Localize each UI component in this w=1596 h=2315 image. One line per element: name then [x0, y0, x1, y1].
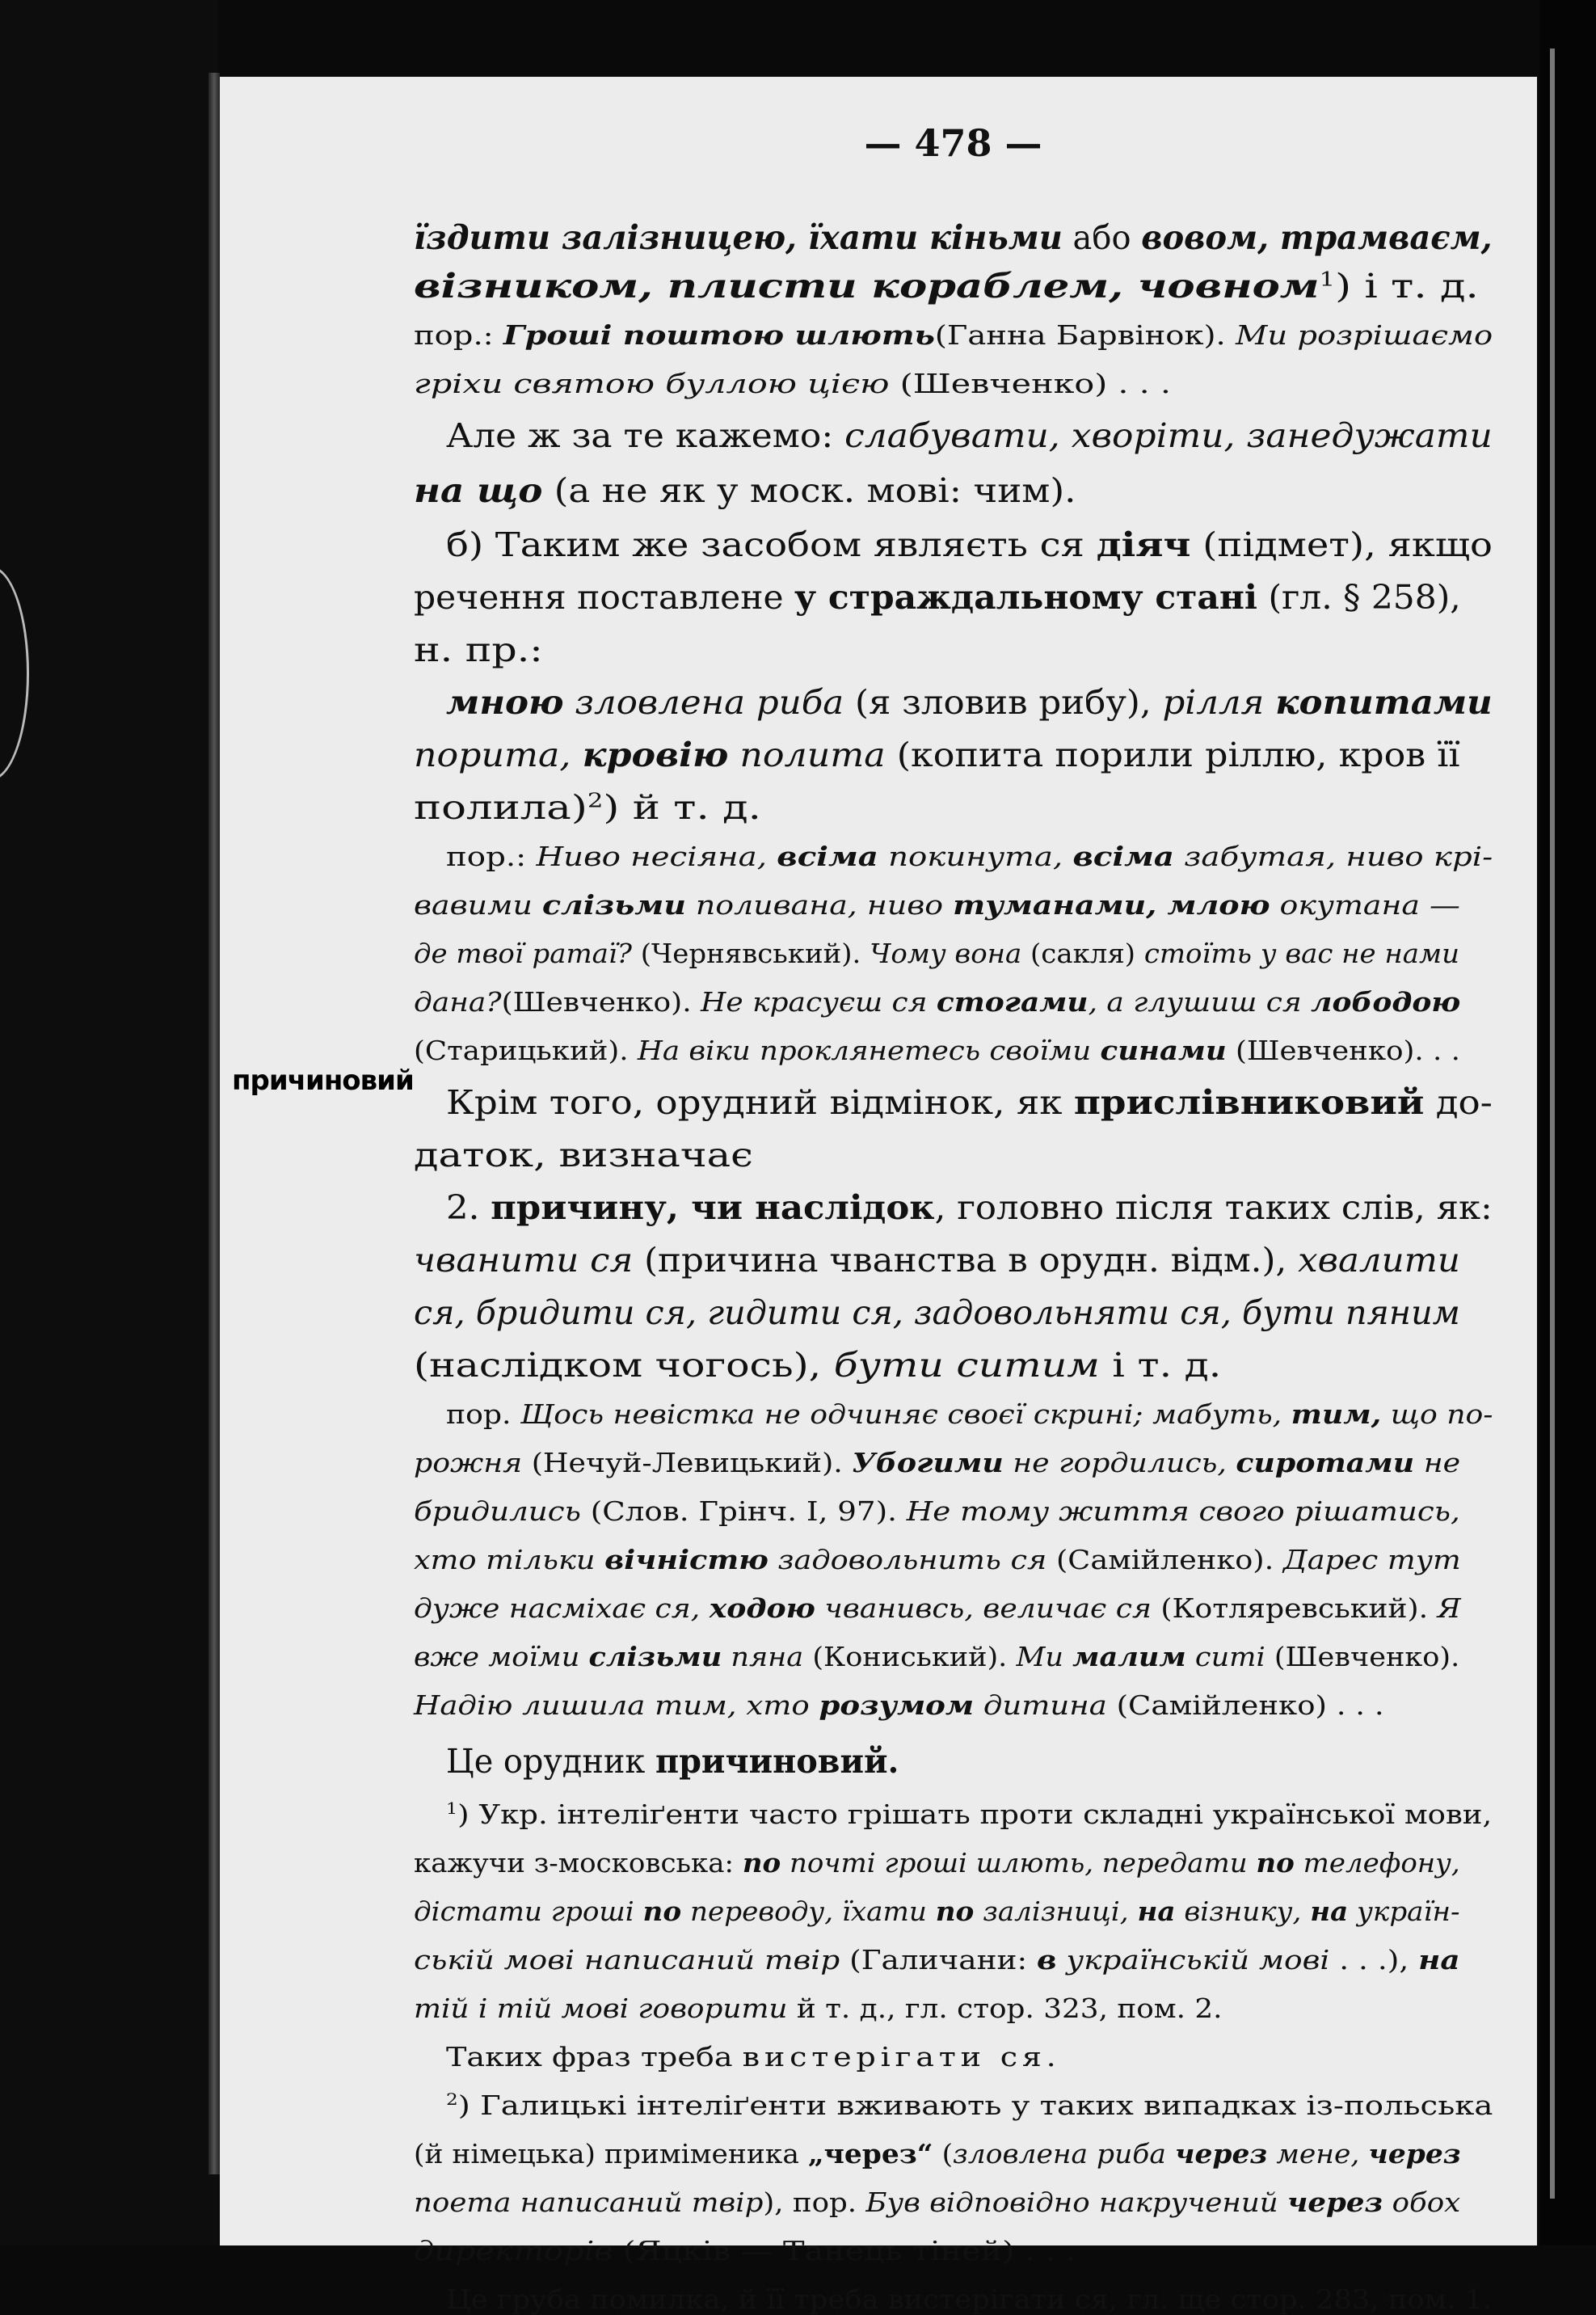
- text-run: Щось невістка не одчиняє своєї скрині; мабуть,: [520, 1398, 1291, 1430]
- text-run: ) Укр. інтеліґенти часто грішать проти складні української мови,: [457, 1798, 1493, 1830]
- text-run: ходою: [709, 1592, 815, 1624]
- text-run: пор.: [446, 1398, 521, 1430]
- text-run: не: [1414, 1447, 1461, 1478]
- text-line: [414, 1847, 1460, 1879]
- text-line: [446, 1083, 1493, 1122]
- text-run: слізьми: [588, 1641, 722, 1672]
- text-line: [414, 2138, 1461, 2170]
- text-run: Надію лишила тим, хто: [414, 1689, 819, 1721]
- text-run: Не тому життя свого рішатись,: [906, 1495, 1460, 1527]
- text-run: Не красуєш ся: [701, 986, 937, 1018]
- text-run: вавими: [414, 889, 542, 921]
- text-run: пор.:: [446, 841, 537, 872]
- text-line: [446, 525, 1493, 564]
- text-run: задовольнить ся: [768, 1544, 1047, 1575]
- text-run: пор.:: [414, 319, 503, 351]
- text-line: [414, 1944, 1460, 1976]
- text-line: [414, 1992, 1223, 2024]
- text-run: де твої ратаї?: [414, 938, 632, 969]
- text-run: Але ж за те кажемо:: [446, 416, 845, 455]
- text-run: вовом, трамваєм,: [1141, 218, 1493, 257]
- text-run: в: [1036, 1944, 1057, 1976]
- text-run: телефону,: [1294, 1847, 1460, 1879]
- text-run: через: [1286, 2186, 1383, 2218]
- text-run: поета написаний твір: [414, 2186, 764, 2218]
- text-run: сиротами: [1236, 1447, 1415, 1478]
- text-run: забутая, ниво крі-: [1173, 841, 1493, 872]
- text-run: (Слов. Грінч. І, 97).: [580, 1495, 907, 1527]
- text-run: (Галичани:: [840, 1944, 1037, 1976]
- text-run: ській мові написаний твір: [414, 1944, 840, 1976]
- text-run: візнику,: [1175, 1895, 1311, 1927]
- footnote-mark: 1: [1319, 267, 1336, 291]
- text-run: малим: [1072, 1641, 1186, 1672]
- text-run: слабувати, хворіти, занедужати: [844, 416, 1493, 455]
- text-run: (Шевченко) . . .: [889, 368, 1171, 399]
- text-run: вічністю: [604, 1544, 769, 1575]
- text-run: речення поставлене: [414, 578, 795, 617]
- text-run: . . .),: [1329, 1944, 1419, 1976]
- text-line: [414, 471, 1076, 510]
- text-run: мене,: [1267, 2138, 1369, 2170]
- text-run: (Шевченко).: [501, 986, 701, 1018]
- text-run: рілля: [1162, 683, 1276, 722]
- text-run: що по-: [1381, 1398, 1493, 1430]
- text-run: обох: [1383, 2186, 1461, 2218]
- text-run: тій і тій мові говорити: [414, 1992, 788, 2024]
- text-line: [414, 2186, 1460, 2218]
- text-run: Це груба помилка, й її треба вистерігати ся, гл. ще стор. 283, пом. 1.: [446, 2283, 1493, 2315]
- text-run: ся, бридити ся, гидити ся, задовольняти ся, бути пяним: [414, 1293, 1460, 1332]
- text-run: чванити ся: [414, 1241, 634, 1280]
- text-run: через: [1368, 2138, 1461, 2170]
- text-run: ), пор.: [763, 2186, 866, 2218]
- text-run: (я зловив рибу),: [844, 683, 1163, 722]
- text-run: хвалити: [1298, 1241, 1460, 1280]
- text-line: [414, 319, 1493, 351]
- text-line: [414, 1689, 1384, 1721]
- text-run: поливана, ниво: [685, 889, 954, 921]
- text-run: українській мові: [1056, 1944, 1330, 1976]
- text-line: [446, 1742, 899, 1781]
- text-run: стоїть у вас не нами: [1143, 938, 1460, 969]
- text-run: Чому вона: [870, 938, 1022, 969]
- footnote-mark: 2: [587, 788, 604, 812]
- text-run: (Чернявський).: [631, 938, 870, 969]
- text-line: [446, 2041, 1061, 2073]
- text-run: туманами, млою: [953, 889, 1270, 921]
- text-run: ) й т. д.: [603, 788, 761, 827]
- text-run: бути ситим: [833, 1346, 1100, 1385]
- text-run: (й німецька) приміменика: [414, 2138, 808, 2170]
- text-line: [414, 986, 1460, 1018]
- text-run: залізниці,: [974, 1895, 1138, 1927]
- text-run: (причина чванства в орудн. відм.),: [633, 1241, 1299, 1280]
- text-run: діяч: [1096, 525, 1191, 564]
- text-line: [414, 1895, 1460, 1927]
- text-line: [414, 368, 1171, 399]
- text-line: [414, 1592, 1461, 1624]
- text-run: чванивсь, величає ся: [815, 1592, 1152, 1624]
- text-line: [414, 1495, 1460, 1527]
- text-run: ситі: [1185, 1641, 1265, 1672]
- text-run: дістати гроші: [414, 1895, 643, 1927]
- text-line: [414, 218, 1492, 257]
- text-run: через: [1174, 2138, 1268, 2170]
- footnote-mark: 2: [446, 2090, 458, 2109]
- text-run: полила): [414, 788, 587, 827]
- footnote-mark: 1: [446, 1799, 458, 1818]
- text-run: (сакля): [1021, 938, 1144, 969]
- text-run: Дарес тут: [1282, 1544, 1461, 1575]
- film-edge-line: [1550, 48, 1555, 2199]
- text-run: й т. д., гл. стор. 323, пом. 2.: [787, 1992, 1223, 2024]
- text-run: (копита порили ріллю, кров її: [885, 736, 1460, 774]
- text-run: б) Таким же засобом являєть ся: [446, 525, 1097, 564]
- text-run: по: [935, 1895, 975, 1927]
- text-run: дитина: [974, 1689, 1107, 1721]
- text-run: (а не як у моск. мові: чим).: [542, 471, 1076, 510]
- text-run: Убогими: [852, 1447, 1004, 1478]
- text-run: Гроші поштою шлють: [503, 319, 935, 351]
- text-run: гріхи святою буллою цією: [414, 368, 890, 399]
- text-run: слізьми: [541, 889, 686, 921]
- text-run: (Шевченко).: [1265, 1641, 1460, 1672]
- text-run: переводу, їхати: [681, 1895, 936, 1927]
- text-run: Таких фраз треба: [446, 2041, 743, 2073]
- text-line: [446, 1398, 1493, 1430]
- text-run: Я: [1437, 1592, 1461, 1624]
- text-run: (Самійленко) . . .: [1106, 1689, 1384, 1721]
- text-line: [414, 1447, 1460, 1478]
- text-run: Ниво несіяна,: [536, 841, 777, 872]
- text-run: „через“: [807, 2138, 933, 2170]
- text-run: дуже насміхає ся,: [414, 1592, 710, 1624]
- text-line: [414, 1641, 1459, 1672]
- text-run: розумом: [819, 1689, 975, 1721]
- text-run: (Ганна Барвінок).: [934, 319, 1236, 351]
- text-line: [414, 1136, 753, 1174]
- text-run: вистерігати ся.: [742, 2041, 1061, 2073]
- text-run: до-: [1424, 1083, 1493, 1122]
- text-run: стогами: [936, 986, 1089, 1018]
- text-run: окутана —: [1270, 889, 1460, 921]
- text-run: лободою: [1311, 986, 1461, 1018]
- text-run: у страждальному стані: [794, 578, 1258, 617]
- text-line: [414, 1035, 1460, 1066]
- text-run: Ми розрішаємо: [1235, 319, 1493, 351]
- text-run: (наслідком чогось),: [414, 1346, 834, 1385]
- text-run: , а глушиш ся: [1088, 986, 1312, 1018]
- text-run: (Кониський).: [803, 1641, 1017, 1672]
- text-line: [414, 630, 543, 669]
- text-run: по: [642, 1895, 682, 1927]
- text-run: кажучи з-московська:: [414, 1847, 743, 1879]
- text-run: на: [1418, 1944, 1460, 1976]
- text-line: [446, 1188, 1493, 1227]
- text-line: [414, 1346, 1221, 1385]
- text-run: всіма: [777, 841, 878, 872]
- text-run: хто тільки: [414, 1544, 605, 1575]
- text-run: на: [1137, 1895, 1176, 1927]
- text-run: причиновий.: [655, 1742, 899, 1781]
- text-run: (гл. § 258),: [1257, 578, 1461, 617]
- text-run: (Старицький).: [414, 1035, 638, 1066]
- text-run: Це орудник: [446, 1742, 655, 1781]
- text-run: синами: [1100, 1035, 1227, 1066]
- text-line: [414, 2235, 1076, 2267]
- text-run: візником, плисти кораблем, човном: [414, 267, 1320, 306]
- text-run: бридились: [414, 1495, 581, 1527]
- text-line: [414, 788, 761, 827]
- text-line: [446, 841, 1493, 872]
- text-run: (: [933, 2138, 954, 2170]
- text-run: Був відповідно накручений: [865, 2186, 1287, 2218]
- text-run: дана?: [414, 986, 502, 1018]
- text-run: полита: [728, 736, 886, 774]
- text-run: пяна: [722, 1641, 804, 1672]
- text-run: по: [742, 1847, 781, 1879]
- text-run: (Шевченко). . .: [1226, 1035, 1460, 1066]
- text-run: покинута,: [878, 841, 1073, 872]
- text-line: [446, 2283, 1492, 2315]
- text-line: [414, 736, 1460, 774]
- text-run: (Самійленко).: [1046, 1544, 1283, 1575]
- text-run: н. пр.:: [414, 630, 543, 669]
- text-run: рожня: [414, 1447, 523, 1478]
- text-run: ) Галицькі інтеліґенти вживають у таких випадках із-польська: [457, 2089, 1493, 2121]
- text-run: україн-: [1348, 1895, 1460, 1927]
- text-run: або: [1062, 218, 1142, 257]
- text-run: (Яцків — Танець тіней) . . .: [613, 2235, 1076, 2267]
- text-line: [414, 1293, 1460, 1332]
- text-line: [446, 683, 1493, 722]
- text-line: [414, 889, 1460, 921]
- text-run: не гордились,: [1003, 1447, 1236, 1478]
- text-run: Ми: [1016, 1641, 1073, 1672]
- text-run: їздити залізницею, їхати кіньми: [414, 218, 1063, 257]
- text-line: [414, 578, 1461, 617]
- text-run: і т. д.: [1099, 1346, 1222, 1385]
- text-run: зловлена риба: [953, 2138, 1175, 2170]
- text-run: ) і т. д.: [1335, 267, 1479, 306]
- text-run: Крім того, орудний відмінок, як: [446, 1083, 1074, 1122]
- film-margin-right: [1539, 0, 1596, 2245]
- text-run: по: [1256, 1847, 1295, 1879]
- text-line: [414, 938, 1459, 969]
- text-run: всіма: [1072, 841, 1174, 872]
- text-run: На віки проклянетесь своїми: [637, 1035, 1101, 1066]
- text-line: [414, 267, 1479, 306]
- text-run: директорів: [414, 2235, 613, 2267]
- text-run: тим,: [1291, 1398, 1382, 1430]
- text-run: причину, чи наслідок: [491, 1188, 935, 1227]
- film-edge-stripe: [208, 73, 220, 2174]
- text-line: [414, 1241, 1460, 1280]
- film-margin-left: [0, 0, 218, 2245]
- book-page: [220, 77, 1537, 2315]
- text-run: почті гроші шлють, передати: [781, 1847, 1257, 1879]
- text-run: прислівниковий: [1073, 1083, 1425, 1122]
- text-run: порита,: [414, 736, 583, 774]
- text-line: [414, 1544, 1461, 1575]
- text-run: (Котляревський).: [1151, 1592, 1438, 1624]
- text-run: (Нечуй-Левицький).: [522, 1447, 853, 1478]
- text-line: [446, 1798, 1492, 1830]
- text-line: [446, 416, 1493, 455]
- text-run: 2.: [446, 1188, 491, 1227]
- page-number: — 478 —: [864, 121, 1042, 165]
- text-run: мною: [446, 683, 564, 722]
- text-run: даток, визначає: [414, 1136, 753, 1174]
- text-run: , головно після таких слів, як:: [934, 1188, 1493, 1227]
- text-line: [446, 2089, 1493, 2121]
- text-run: (підмет), якщо: [1190, 525, 1493, 564]
- text-run: кровію: [582, 736, 729, 774]
- text-run: на що: [414, 471, 543, 510]
- text-run: копитами: [1275, 683, 1493, 722]
- margin-note: причиновий: [232, 1065, 414, 1097]
- text-run: вже моїми: [414, 1641, 589, 1672]
- text-run: зловлена риба: [563, 683, 844, 722]
- text-run: на: [1310, 1895, 1349, 1927]
